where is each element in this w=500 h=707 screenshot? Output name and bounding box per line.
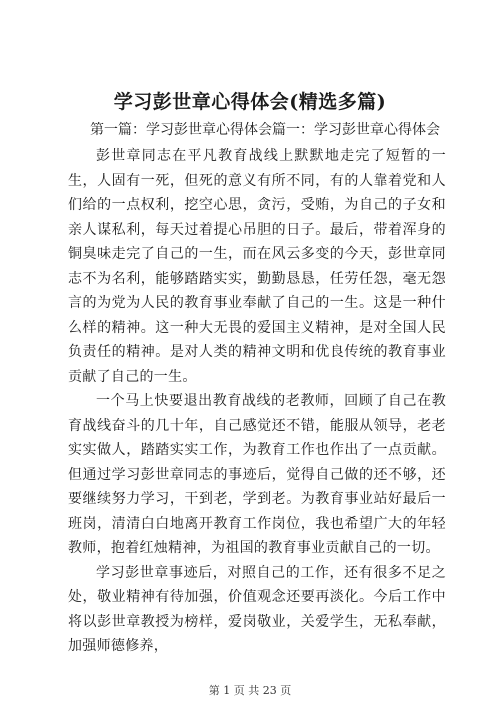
body-paragraph-3: 学习彭世章事迹后，对照自己的工作，还有很多不足之处，敬业精神有待加强，价值观念还要再淡化。今后工作中将以彭世章教授为榜样，爱岗敬业，关爱学生，无私奉献，加强师德修养， (68, 564, 446, 654)
document-subtitle: 第一篇：学习彭世章心得体会篇一：学习彭世章心得体会 (90, 122, 440, 138)
body-paragraph-2: 一个马上快要退出教育战线的老教师，回顾了自己在教育战线奋斗的几十年，自己感觉还不错，能服从领导，老老实实做人，踏踏实实工作，为教育工作也作出了一点贡献。但通过学习彭世章同志的事迹后，觉得自己做的还不够，还要继续努力学习，干到老，学到老。为教育事业站好最后一班岗，清清白白地离开教育工作岗位，我也希望广大的年轻教师，抱着红烛精神，为祖国的教育事业贡献自己的一切。 (68, 393, 446, 556)
document-body (68, 144, 446, 659)
page-number-footer: 第 1 页 共 23 页 (208, 684, 292, 697)
document-title: 学习彭世章心得体会(精选多篇) (113, 91, 387, 113)
body-paragraph-1: 彭世章同志在平凡教育战线上默默地走完了短暂的一生，人固有一死，但死的意义有所不同，有的人靠着党和人们给的一点权利，挖空心思，贪污，受贿，为自己的子女和亲人谋私利，每天过着提心吊胆的日子。最后，带着浑身的铜臭味走完了自己的一生，而在风云多变的今天，彭世章同志不为名利，能够踏踏实实，勤勤恳恳，任劳任怨，毫无怨言的为党为人民的教育事业奉献了自己的一生。这是一种什么样的精神。这一种大无畏的爱国主义精神，是对全国人民负责任的精神。是对人类的精神文明和优良传统的教育事业贡献了自己的一生。 (68, 148, 446, 385)
